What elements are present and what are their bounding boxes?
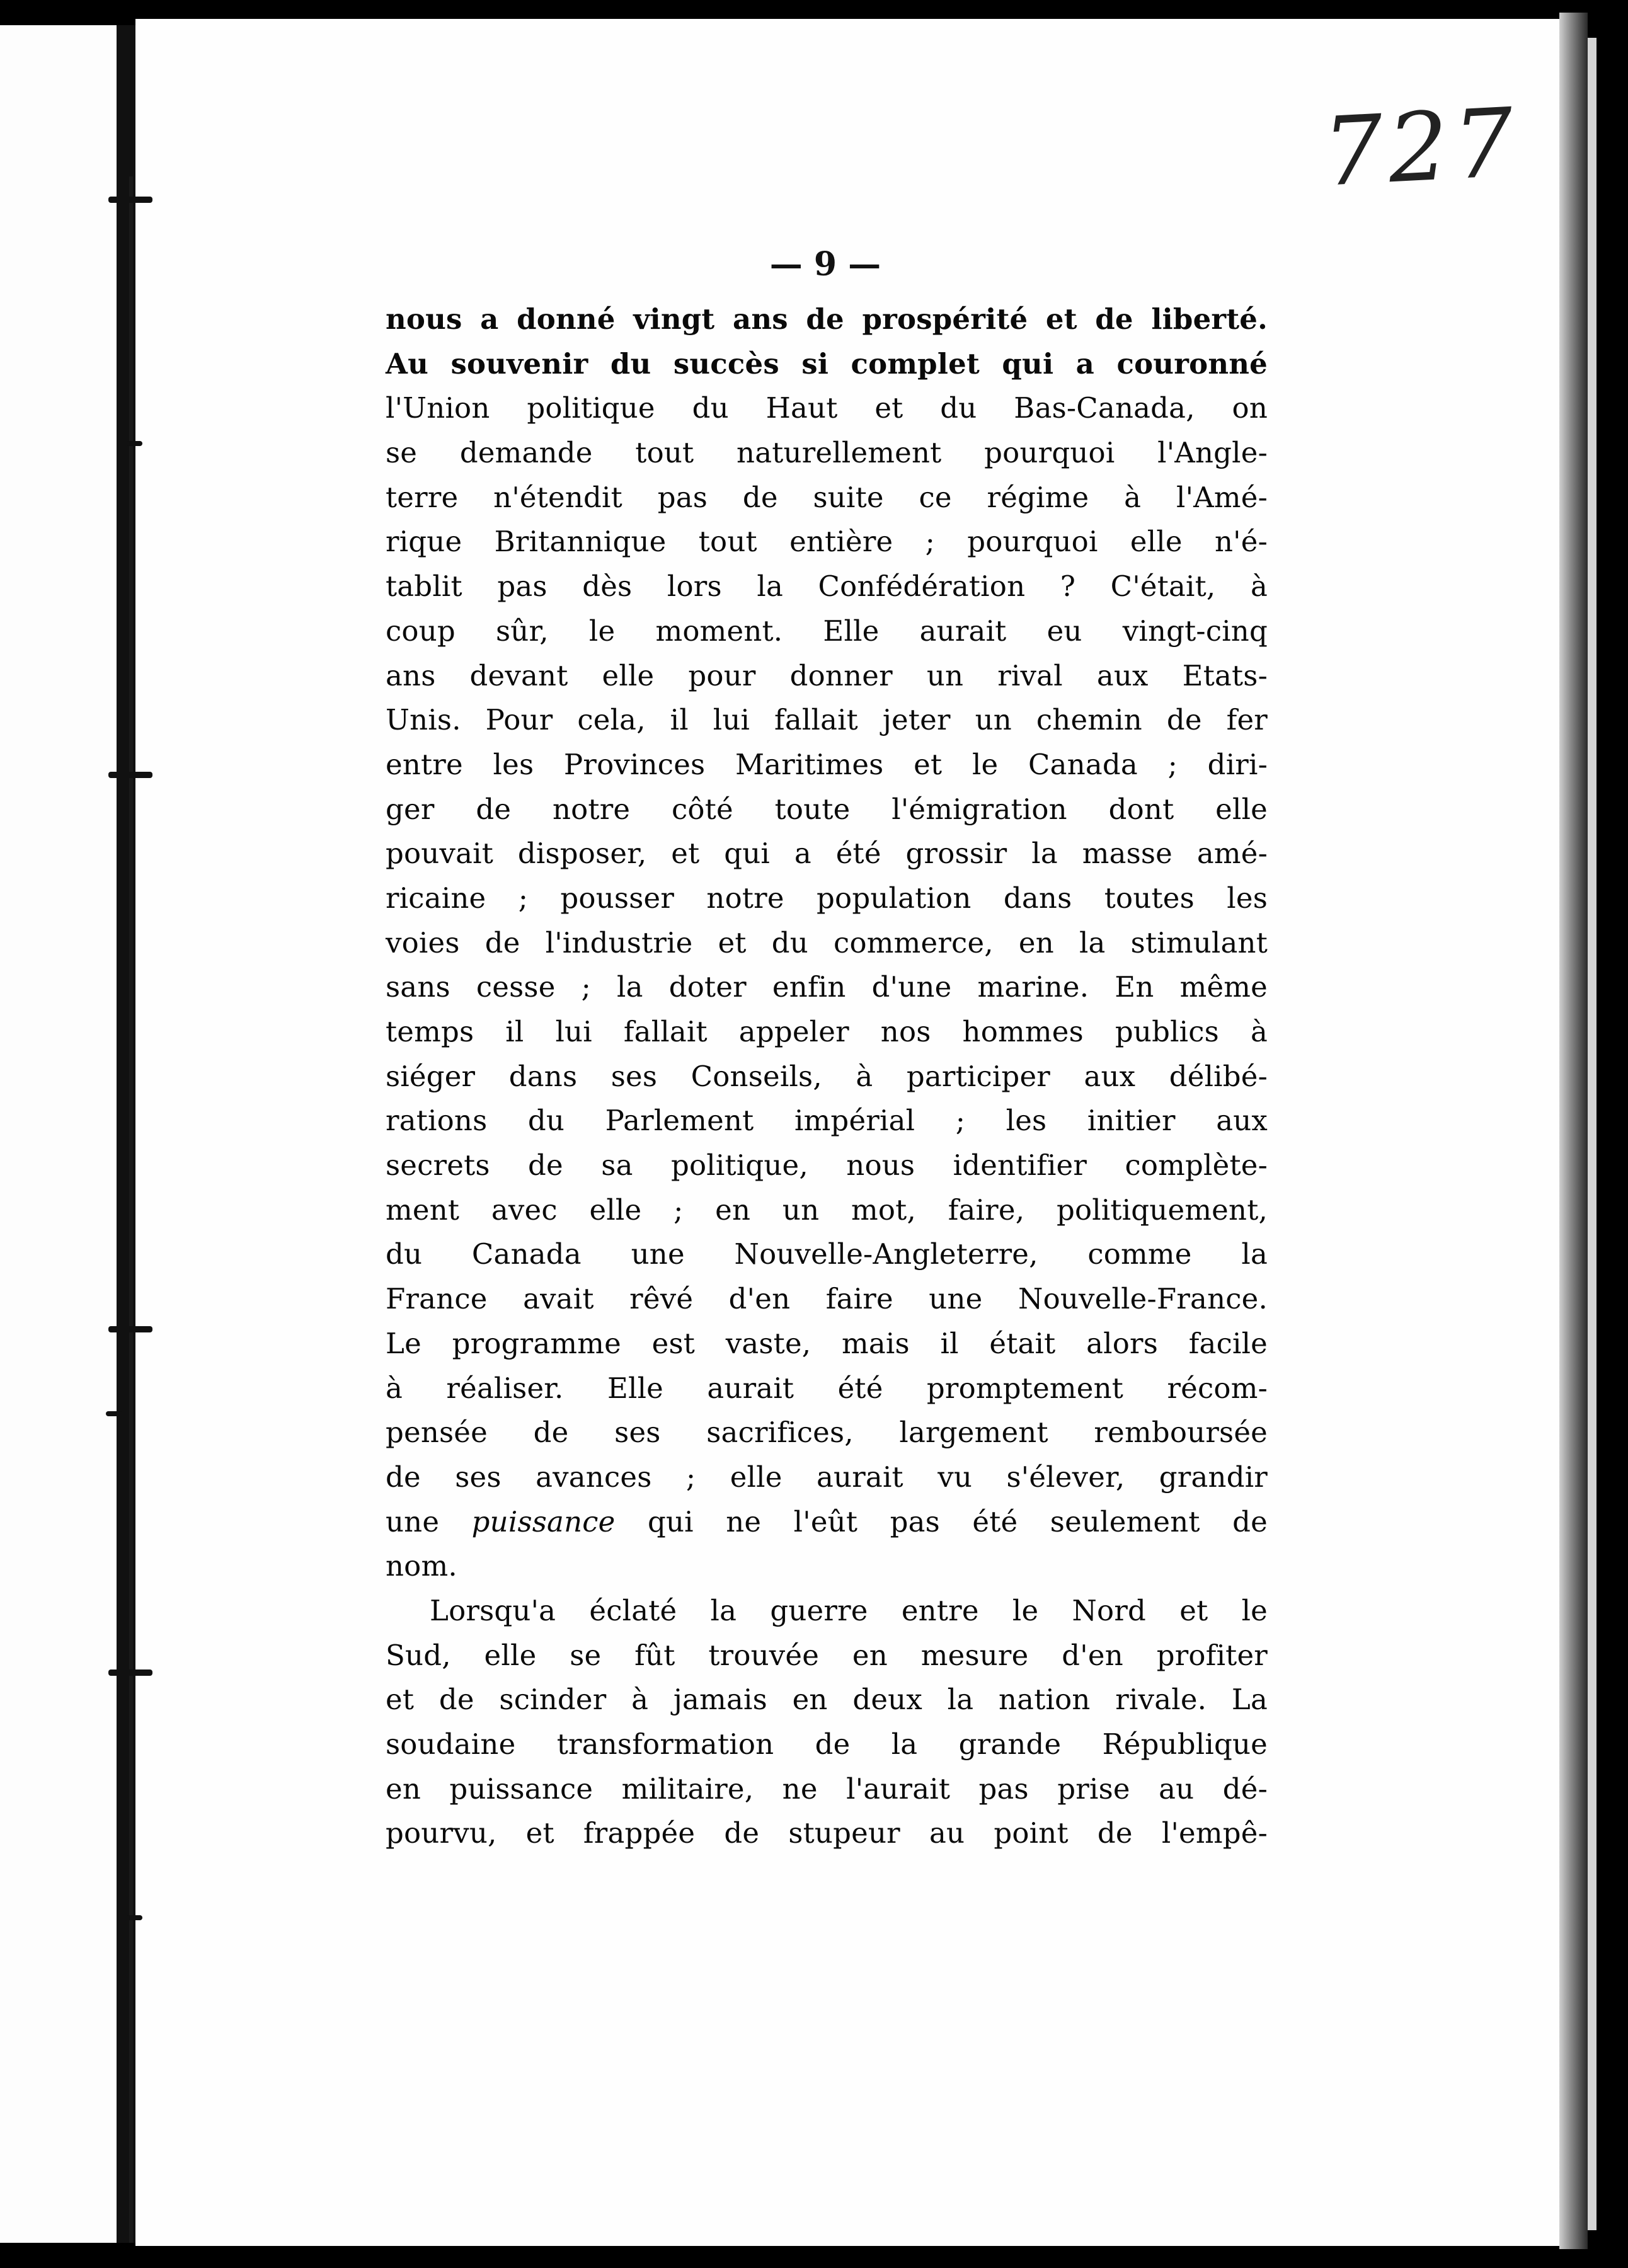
text-line: nom. bbox=[386, 1549, 457, 1583]
text-line: pensée de ses sacrifices, largement remboursée bbox=[386, 1416, 1268, 1450]
page-edge-shadow bbox=[1559, 13, 1588, 2249]
text-line: sans cesse ; la doter enfin d'une marine. En même bbox=[386, 970, 1268, 1004]
italic-word: puissance bbox=[471, 1504, 616, 1538]
text-line: terre n'étendit pas de suite ce régime à l'Amé- bbox=[386, 480, 1268, 514]
body-text bbox=[386, 297, 1268, 1856]
text-line: Le programme est vaste, mais il était alors facile bbox=[386, 1326, 1268, 1360]
text-line: voies de l'industrie et du commerce, en la stimulant bbox=[386, 925, 1268, 959]
text-line: temps il lui fallait appeler nos hommes publics à bbox=[386, 1015, 1268, 1048]
text-line: Unis. Pour cela, il lui fallait jeter un chemin de fer bbox=[386, 703, 1268, 737]
text-line: France avait rêvé d'en faire une Nouvelle-France. bbox=[386, 1282, 1268, 1316]
text-segment: une bbox=[386, 1504, 472, 1538]
page-number: — 9 — bbox=[769, 245, 881, 284]
text-line: de ses avances ; elle aurait vu s'élever, grandir bbox=[386, 1460, 1268, 1494]
text-line: à réaliser. Elle aurait été promptement récom- bbox=[386, 1371, 1268, 1405]
text-line: ans devant elle pour donner un rival aux Etats- bbox=[386, 658, 1268, 692]
text-line: Sud, elle se fût trouvée en mesure d'en profiter bbox=[386, 1638, 1268, 1672]
binding-thread bbox=[129, 176, 133, 2243]
text-line: Lorsqu'a éclaté la guerre entre le Nord et le bbox=[430, 1593, 1268, 1627]
text-segment: qui ne l'eût pas été seulement de bbox=[615, 1504, 1268, 1538]
binding-stitch bbox=[108, 197, 152, 203]
text-line: rique Britannique tout entière ; pourquoi elle n'é- bbox=[386, 525, 1268, 559]
binding-stitch bbox=[126, 1915, 142, 1920]
binding-stitch bbox=[108, 1670, 152, 1676]
binding-stitch bbox=[126, 441, 142, 446]
text-line: se demande tout naturellement pourquoi l'Angle- bbox=[386, 436, 1268, 470]
text-line bbox=[386, 1500, 1268, 1545]
text-line: rations du Parlement impérial ; les initier aux bbox=[386, 1104, 1268, 1138]
text-line: coup sûr, le moment. Elle aurait eu vingt-cinq bbox=[386, 614, 1268, 648]
binding-stitch bbox=[108, 1326, 152, 1332]
text-line: ricaine ; pousser notre population dans toutes les bbox=[386, 881, 1268, 915]
text-line: en puissance militaire, ne l'aurait pas prise au dé- bbox=[386, 1772, 1268, 1806]
text-line: du Canada une Nouvelle-Angleterre, comme la bbox=[386, 1237, 1268, 1271]
text-line: entre les Provinces Maritimes et le Canada ; diri- bbox=[386, 747, 1268, 781]
text-line: ment avec elle ; en un mot, faire, politiquement, bbox=[386, 1193, 1268, 1227]
text-line: soudaine transformation de la grande République bbox=[386, 1727, 1268, 1761]
facing-page-edge bbox=[0, 25, 117, 2243]
text-line: l'Union politique du Haut et du Bas-Canada, on bbox=[386, 391, 1268, 425]
text-line: secrets de sa politique, nous identifier complète- bbox=[386, 1148, 1268, 1183]
binding-stitch bbox=[106, 1411, 122, 1416]
text-line: pourvu, et frappée de stupeur au point de l'empê- bbox=[386, 1816, 1268, 1850]
text-line: siéger dans ses Conseils, à participer aux délibé- bbox=[386, 1059, 1268, 1093]
text-line: et de scinder à jamais en deux la nation rivale. La bbox=[386, 1683, 1268, 1717]
text-line: tablit pas dès lors la Confédération ? C'était, à bbox=[386, 570, 1268, 604]
underlying-page-edge bbox=[1588, 38, 1596, 2230]
text-line: pouvait disposer, et qui a été grossir la masse amé- bbox=[386, 837, 1268, 871]
text-line: nous a donné vingt ans de prospérité et de liberté. bbox=[386, 302, 1268, 336]
text-line: Au souvenir du succès si complet qui a couronné bbox=[386, 346, 1268, 381]
binding-stitch bbox=[108, 772, 152, 778]
handwritten-folio-number: 727 bbox=[1320, 88, 1522, 208]
text-line: ger de notre côté toute l'émigration dont elle bbox=[386, 792, 1268, 826]
